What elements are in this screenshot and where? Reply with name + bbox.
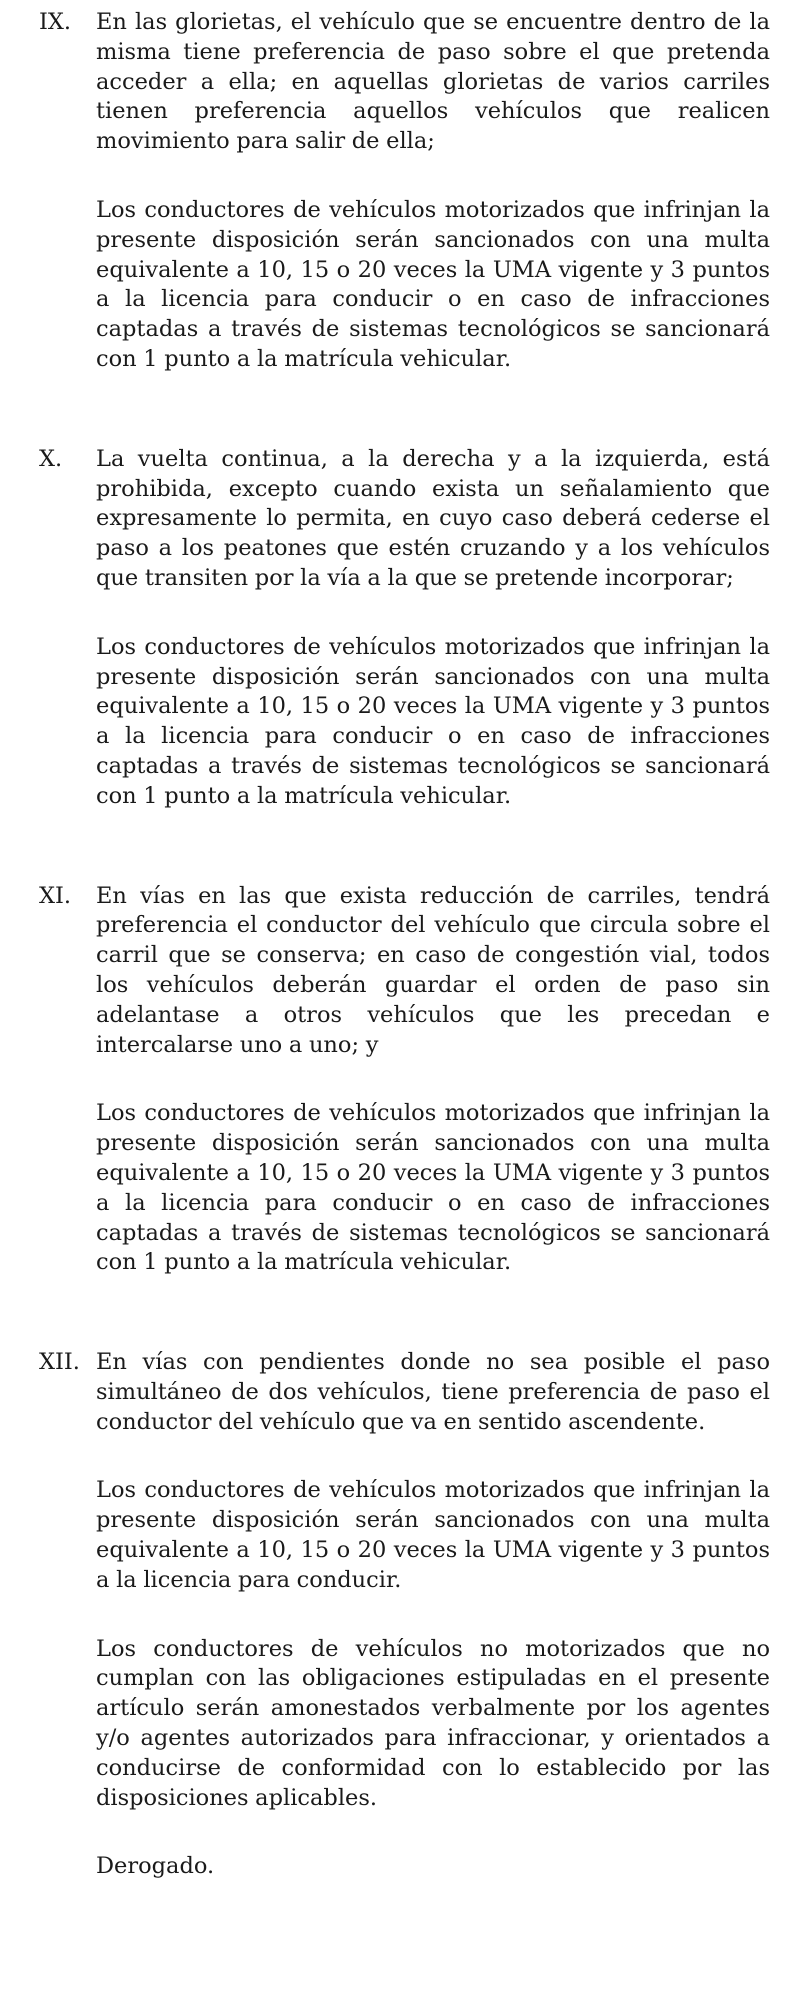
fraction-numeral: X. (39, 445, 63, 472)
sanction-paragraph: Los conductores de vehículos motorizados que infrinjan la presente disposición serán sancionados con una multa equivalente a 10, 15 o 20 veces la UMA vigente y 3 puntos a la licencia para conducir o en caso de infracciones captadas a través de sistemas tecnológicos se sancionará con 1 punto a la matrícula vehicular. (96, 1100, 770, 1276)
fraction-text: La vuelta continua, a la derecha y a la izquierda, está prohibida, excepto cuando exista un señalamiento que expresamente lo permita, en cuyo caso deberá cederse el paso a los peatones que estén cruzando y a los vehículos que transiten por la vía a la que se pretende incorporar; (96, 445, 770, 591)
fraction-xii (39, 1348, 770, 1882)
fraction-numeral: XI. (39, 882, 72, 909)
fraction-numeral: XII. (39, 1349, 80, 1376)
fraction-numeral: IX. (39, 9, 72, 35)
sanction-paragraph: Los conductores de vehículos motorizados que infrinjan la presente disposición serán sancionados con una multa equivalente a 10, 15 o 20 veces la UMA vigente y 3 puntos a la licencia para conducir. (96, 1477, 770, 1593)
sanction-paragraph: Los conductores de vehículos motorizados que infrinjan la presente disposición serán sancionados con una multa equivalente a 10, 15 o 20 veces la UMA vigente y 3 puntos a la licencia para conducir o en caso de infracciones captadas a través de sistemas tecnológicos se sancionará con 1 punto a la matrícula vehicular. (96, 196, 770, 372)
non-motorized-paragraph: Los conductores de vehículos no motorizados que no cumplan con las obligaciones estipuladas en el presente artículo serán amonestados verbalmente por los agentes y/o agentes autorizados para infraccionar, y orientados a conducirse de conformidad con lo establecido por las disposiciones aplicables. (96, 1635, 770, 1811)
fraction-ix (39, 8, 770, 375)
sanction-paragraph: Los conductores de vehículos motorizados que infrinjan la presente disposición serán sancionados con una multa equivalente a 10, 15 o 20 veces la UMA vigente y 3 puntos a la licencia para conducir o en caso de infracciones captadas a través de sistemas tecnológicos se sancionará con 1 punto a la matrícula vehicular. (96, 633, 770, 809)
fraction-text: En las glorietas, el vehículo que se encuentre dentro de la misma tiene preferencia de paso sobre el que pretenda acceder a ella; en aquellas glorietas de varios carriles tienen preferencia aquellos vehículos que realicen movimiento para salir de ella; (96, 9, 770, 155)
fraction-text: En vías en las que exista reducción de carriles, tendrá preferencia el conductor del vehículo que circula sobre el carril que se conserva; en caso de congestión vial, todos los vehículos deberán guardar el orden de paso sin adelantase a otros vehículos que les precedan e intercalarse uno a uno; y (96, 882, 770, 1058)
fraction-x (39, 445, 770, 812)
fraction-text: En vías con pendientes donde no sea posible el paso simultáneo de dos vehículos, tiene preferencia de paso el conductor del vehículo que va en sentido ascendente. (96, 1349, 770, 1435)
fraction-xi (39, 882, 770, 1279)
repealed-paragraph: Derogado. (96, 1853, 215, 1880)
